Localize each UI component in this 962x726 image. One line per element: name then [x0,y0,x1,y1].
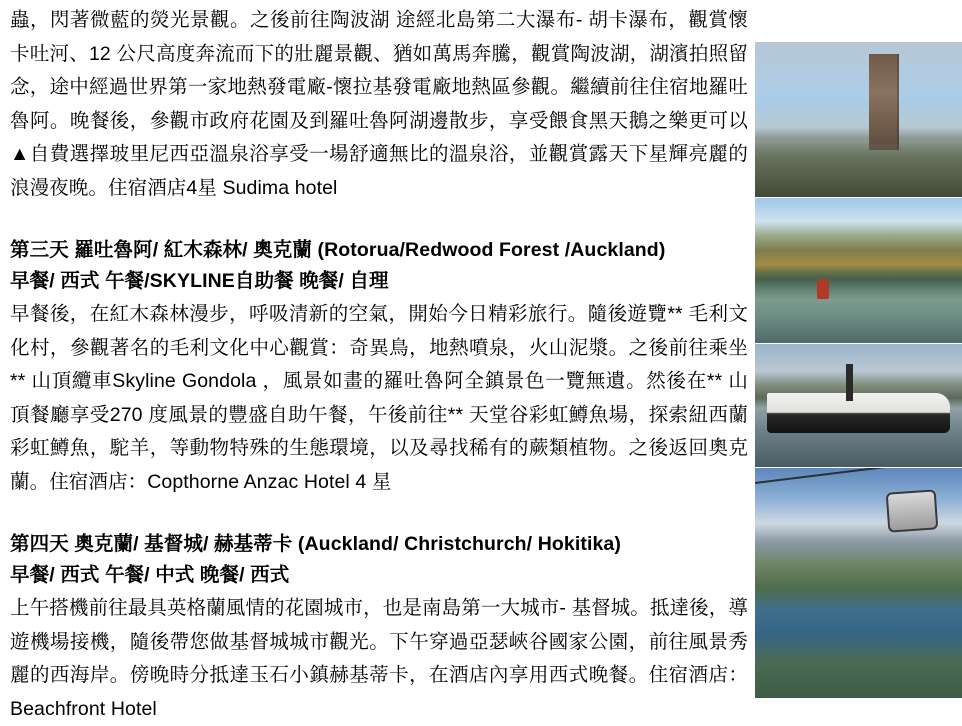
autumn-lake-image [755,198,962,343]
gondola-queenstown-image [755,468,962,698]
text-column [10,4,748,726]
day-three-heading: 第三天 羅吐魯阿/ 紅木森林/ 奧克蘭 (Rotorua/Redwood Forest /Auckland) [10,239,666,261]
day-four-body: 上午搭機前往最具英格蘭風情的花園城市，也是南島第一大城市- 基督城。抵達後，導遊機場接機，隨後帶您做基督城城市觀光。下午穿過亞瑟峽谷國家公園，前往風景秀麗的西海岸。傍晚時分抵達玉石小鎮赫基蒂卡，在酒店內享用西式晚餐。住宿酒店：Beachfront Hotel [10,597,748,720]
clock-tower-image [755,42,962,197]
autumn-lake-photo [755,198,962,343]
day-four-meals: 早餐/ 西式 午餐/ 中式 晚餐/ 西式 [10,564,290,586]
steamship-photo [755,344,962,467]
steamship-image [755,344,962,467]
day-four-heading: 第四天 奧克蘭/ 基督城/ 赫基蒂卡 (Auckland/ Christchurch/ Hokitika) [10,533,621,555]
photo-column [755,0,962,717]
gondola-queenstown-photo [755,468,962,698]
day-three-body: 早餐後，在紅木森林漫步，呼吸清新的空氣，開始今日精彩旅行。隨後遊覽** 毛利文化村，參觀著名的毛利文化中心觀賞：奇異鳥，地熱噴泉，火山泥漿。之後前往乘坐** 山頂纜車Skyline Gondola ，風景如畫的羅吐魯阿全鎮景色一覽無遺。然後在** 山頂餐廳享受270 度風景的豐盛自助午餐，午後前往** 天堂谷彩虹鱒魚場，探索紐西蘭彩虹鱒魚，駝羊，等動物特殊的生態環境，以及尋找稀有的蕨類植物。之後返回奧克蘭。住宿酒店：Copthorne Anzac Hotel 4 星 [10,303,748,493]
clock-tower-photo [755,42,962,197]
intro-paragraph: 蟲，閃著微藍的熒光景觀。之後前往陶波湖 途經北島第二大瀑布- 胡卡瀑布，觀賞懷卡吐河、12 公尺高度奔流而下的壯麗景觀、猶如萬馬奔騰，觀賞陶波湖，湖濱拍照留念，途中經過世界第一家地熱發電廠-懷拉基發電廠地熱區參觀。繼續前往住宿地羅吐魯阿。晚餐後，參觀市政府花園及到羅吐魯阿湖邊散步，享受餵食黑天鵝之樂更可以▲自費選擇玻里尼西亞溫泉浴享受一場舒適無比的溫泉浴，並觀賞露天下星輝亮麗的浪漫夜晚。住宿酒店4星 Sudima hotel [10,9,748,199]
paragraph-spacer-2 [10,499,748,529]
day-three-meals: 早餐/ 西式 午餐/SKYLINE自助餐 晚餐/ 自理 [10,270,389,292]
paragraph-spacer-1 [10,205,748,235]
